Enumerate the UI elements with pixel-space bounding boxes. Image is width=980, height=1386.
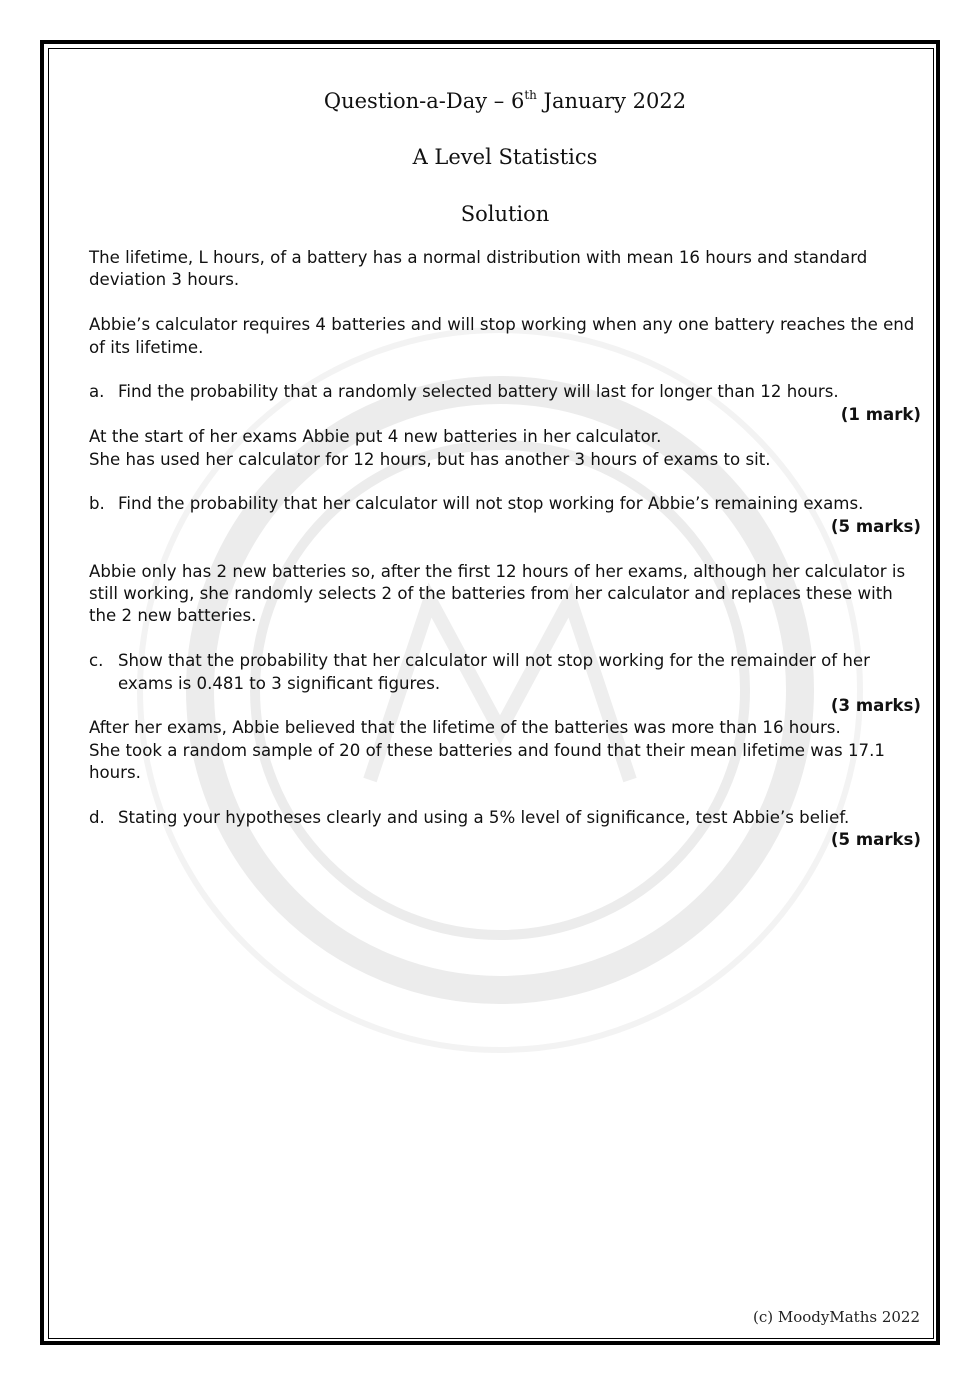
question-b	[89, 493, 921, 515]
page-title: Question-a-Day – 6th January 2022	[323, 88, 687, 113]
question-text: Find the probability that her calculator will not stop working for Abbie’s remaining exams.	[118, 494, 864, 514]
intro-paragraph-2: Abbie’s calculator requires 4 batteries and will stop working when any one battery reaches the end of its lifetime.	[89, 315, 915, 357]
context-d-line-1: After her exams, Abbie believed that the lifetime of the batteries was more than 16 hours.	[89, 718, 841, 738]
context-b-line-2: She has used her calculator for 12 hours, but has another 3 hours of exams to sit.	[89, 449, 771, 469]
section-heading: Solution	[460, 202, 550, 226]
question-a	[89, 381, 921, 403]
context-d-line-2: She took a random sample of 20 of these batteries and found that their mean lifetime was 17.1 hours.	[89, 740, 885, 783]
question-a-marks: (1 mark)	[840, 404, 921, 424]
context-c-paragraph: Abbie only has 2 new batteries so, after the first 12 hours of her exams, although her calculator is still working, she randomly selects 2 of the batteries from her calculator and replaces these with the 2 new batteries.	[89, 561, 906, 626]
question-text: Find the probability that a randomly selected battery will last for longer than 12 hours.	[118, 382, 839, 402]
question-label: b.	[89, 494, 105, 514]
document-body	[89, 80, 921, 852]
context-b-line-1: At the start of her exams Abbie put 4 new batteries in her calculator.	[89, 427, 662, 447]
copyright-footer: (c) MoodyMaths 2022	[753, 1308, 920, 1326]
question-d	[89, 807, 921, 829]
question-label: d.	[89, 808, 105, 828]
question-c-marks: (3 marks)	[830, 696, 921, 716]
question-label: c.	[89, 651, 104, 671]
question-c	[89, 650, 921, 695]
question-b-marks: (5 marks)	[830, 516, 921, 536]
question-d-marks: (5 marks)	[830, 830, 921, 850]
question-text: Stating your hypotheses clearly and using a 5% level of significance, test Abbie’s belief.	[118, 808, 850, 828]
question-text: Show that the probability that her calculator will not stop working for the remainder of her exams is 0.481 to 3 significant figures.	[118, 651, 870, 693]
page-subtitle: A Level Statistics	[412, 145, 598, 169]
question-label: a.	[89, 382, 105, 402]
intro-paragraph-1: The lifetime, L hours, of a battery has a normal distribution with mean 16 hours and standard deviation 3 hours.	[89, 248, 868, 290]
